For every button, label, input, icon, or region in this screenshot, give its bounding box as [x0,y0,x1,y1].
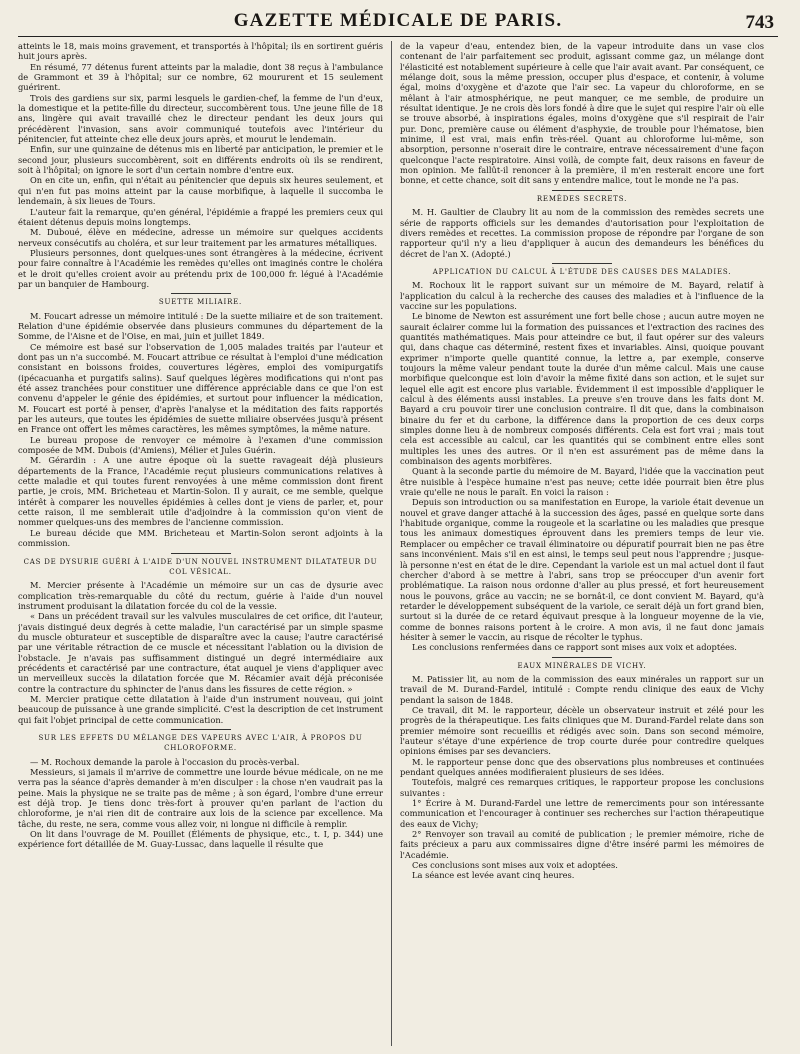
two-column-body [18,41,778,1046]
paragraph: Depuis son introduction ou sa manifestation en Europe, la variole était devenue un nouvel et grave danger attaché à la succession des âges, passé en quelque sorte dans l'habitude organique, comme la rougeole et la scarlatine ou les maladies que presque tous les animaux domestiques éprouvent dans les premiers temps de leur vie. Remplacer ou empêcher ce travail éliminatoire ou dépuratif pourrait bien ne pas être sans inconvénient. Mais s'il en est ainsi, le temps seul peut nous l'apprendre ; jusque-là personne n'est en état de le dire. Cependant la variole est un mal actuel dont il faut chercher d'abord à se mettre à l'abri, sans trop se préoccuper d'un avenir fort problématique. La raison nous ordonne d'aller au plus pressé, et fort heureusement nous le pouvons, grâce au vaccin; ne se bornât-il, ce dont convient M. Bayard, qu'à retarder le développement subséquent de la variole, ce serait déjà un fort grand bien, surtout si la durée de ce retard équivaut presque à la longueur moyenne de la vie, comme de bonnes raisons portent à le croire. A mon avis, il ne faut donc jamais hésiter à semer le vaccin, au risque de récolter le typhus. [400,497,764,642]
paragraph: — M. Rochoux demande la parole à l'occasion du procès-verbal. [30,756,300,767]
paragraph: Toutefois, malgré ces remarques critiques, le rapporteur propose les conclusions suivantes : [400,777,764,798]
paragraph: M. H. Gaultier de Claubry lit au nom de la commission des remèdes secrets une série de rapports officiels sur les demandes d'autorisation pour l'exploitation de divers remèdes et recettes. La commission propose de répondre par l'organe de son rapporteur qu'il n'y a lieu d'appliquer à aucun des demandeurs les bénéfices du décret de l'an X. (Adopté.) [400,207,764,259]
paragraph: de la vapeur d'eau, entendez bien, de la vapeur introduite dans un vase clos contenant de l'air parfaitement sec produit, agissant comme gaz, un mélange dont l'élasticité est notablement supérieure à celle que l'air avait avant. Par conséquent, ce mélange doit, sous la même pression, occuper plus d'espace, et contenir, à volume égal, moins d'oxygène et d'azote que l'air sec. La vapeur du chloroforme, en se mêlant à l'air atmosphérique, ne peut manquer, ce me semble, de produire un résultat identique. Je ne crois dès lors fondé à dire que le sujet qui respire l'air où elle se trouve absorbé, à inspirations égales, moins d'oxygène que s'il respirait de l'air pur. Donc, première cause ou élément d'asphyxie, de trouble pour l'hématose, bien minime, il est vrai, mais enfin très-réel. Quant au chloroforme lui-même, son absorption, personne n'oserait dire le contraire, entrave nécessairement d'une façon quelconque l'acte respiratoire. Ainsi voilà, de compte fait, deux raisons en faveur de mon opinion. Me fallût-il renoncer à la première, il m'en resterait encore une fort bonne, et cette chance, soit dit sans y entendre malice, tout le monde ne l'a pas. [400,41,764,186]
paragraph: M. Gérardin : A une autre époque où la suette ravageait déjà plusieurs départements de la France, l'Académie reçut plusieurs communications relatives à cette maladie et qui toutes furent renvoyées à une même commission dont firent partie, je crois, MM. Bricheteau et Martin-Solon. Il y aurait, ce me semble, quelque intérêt à comparer les nouvelles épidémies à celles dont je viens de parler, et, pour cette raison, il me semblerait utile d'adjoindre à la commission qu'on vient de nommer quelques-uns des membres de l'ancienne commission. [18,455,383,528]
paragraph: On en cite un, enfin, qui n'était au pénitencier que depuis six heures seulement, et qui n'en fut pas moins atteint par la cause morbifique, à laquelle il succomba le lendemain, à six lieues de Tours. [18,175,383,207]
paragraph: Le bureau propose de renvoyer ce mémoire à l'examen d'une commission composée de MM. Dubois (d'Amiens), Mélier et Jules Guérin. [18,434,383,456]
paragraph: Plusieurs personnes, dont quelques-unes sont étrangères à la médecine, écrivent pour faire connaître à l'Académie les remèdes qu'elles ont imaginés contre le choléra et le droit qu'elles croient avoir au prétendu prix de 100,000 fr. légué à l'Académie par un banquier de Hambourg. [18,247,383,289]
paragraph: Messieurs, si jamais il m'arrive de commettre une lourde bévue médicale, on ne me verra pas la séance d'après demander à m'en disculper : la chose n'en vaudrait pas la peine. Mais la physique ne se traite pas de même ; à son égard, l'ombre d'une erreur est déjà trop. Je tiens donc très-fort à prouver qu'en parlant de l'action du chloroforme, je n'ai rien dit de contraire aux lois de la science par excellence. Ma tâche, du reste, ne sera, comme vous allez voir, ni longue ni difficile à remplir. [18,767,383,829]
paragraph: Ce travail, dit M. le rapporteur, décèle un observateur instruit et zélé pour les progrès de la thérapeutique. Les faits cliniques que M. Durand-Fardel relate dans son premier mémoire sont recueillis et rédigés avec soin. Dans son second mémoire, l'auteur s'étaye d'une expérience de trop courte durée pour contredire quelques opinions émises par ses devanciers. [400,704,764,757]
journal-title: GAZETTE MÉDICALE DE PARIS. [233,10,563,31]
paragraph: M. Patissier lit, au nom de la commission des eaux minérales un rapport sur un travail de M. Durand-Fardel, intitulé : Compte rendu clinique des eaux de Vichy pendant la saison de 1848. [400,673,764,705]
section-heading: SUETTE MILIAIRE. [18,293,383,307]
paragraph: M. Duboué, élève en médecine, adresse un mémoire sur quelques accidents nerveux consécutifs au choléra, et sur leur traitement par les armatures métalliques. [18,227,383,248]
page-number: 743 [745,12,774,33]
paragraph: Enfin, sur une quinzaine de détenus mis en liberté par anticipation, le premier et le second jour, plusieurs succombèrent, soit en différents endroits où ils se rendirent, soit à l'hôpital; on ignore le sort d'un certain nombre d'entre eux. [18,144,383,176]
paragraph: La séance est levée avant cinq heures. [412,870,575,881]
paragraph: Trois des gardiens sur six, parmi lesquels le gardien-chef, la femme de l'un d'eux, la domestique et la petite-fille du directeur, succombèrent tous. Une jeune fille de 18 ans, lingère qui avait travaillé chez le directeur pendant les deux jours qui précédèrent l'invasion, sans avoir communiqué toutefois avec l'intérieur du pénitencier, fut atteinte chez elle deux jours après, et mourut le lendemain. [18,92,383,145]
paragraph: Le binome de Newton est assurément une fort belle chose ; aucun autre moyen ne saurait éclairer comme lui la formation des puissances et l'extraction des racines des quantités mathématiques. Mais pour atteindre ce but, il faut opérer sur des valeurs qui, dans chaque cas déterminé, restent fixes et invariables. Ainsi, quoique pouvant exprimer n'importe quelle quantité connue, la lettre a, par exemple, conserve toujours la même valeur pendant toute la durée d'un même calcul. Mais une cause morbifique quelconque est loin d'avoir la même fixité dans son action, et le sujet sur lequel elle agit est encore plus variable. Évidemment il est impossible d'appliquer le calcul à des éléments aussi instables. La preuve s'en trouve dans les faits dont M. Bayard a cru pouvoir tirer une conclusion contraire. Il dit que, dans la combinaison binaire du fer et du carbone, la différence dans la proportion de ces deux corps simples donne lieu à de nombreux composés différents. Cela est fort vrai ; mais tout cela est accessible au calcul, car les quantités qui se combinent entre elles sont multiples les unes des autres. Or il n'en est assurément pas de même dans la combinaison des agents morbifères. [400,311,764,467]
paragraph: Quant à la seconde partie du mémoire de M. Bayard, l'idée que la vaccination peut être nuisible à l'espèce humaine n'est pas neuve; cette idée pourrait bien être plus vraie qu'elle ne nous le paraît. En voici la raison : [400,466,764,498]
paragraph: L'auteur fait la remarque, qu'en général, l'épidémie a frappé les premiers ceux qui étaient détenus depuis moins longtemps. [18,206,383,227]
left-column [18,41,391,1046]
section-heading: CAS DE DYSURIE GUÉRI À L'AIDE D'UN NOUVEL INSTRUMENT DILATATEUR DU COL VÉSICAL. [18,553,383,578]
right-column [391,41,764,1046]
paragraph: « Dans un précédent travail sur les valvules musculaires de cet orifice, dit l'auteur, j'avais distingué deux degrés à cette maladie, l'un caractérisé par un simple spasme du muscle obturateur et susceptible de disparaître avec la cause; l'autre caractérisé par une véritable rétraction de ce muscle et nécessitant l'ablation ou la division de l'obstacle. Je n'avais pas suffisamment distingué un degré intermédiaire aux précédents et caractérisé par une contracture, état auquel je viens d'appliquer avec un merveilleux succès la dilatation forcée que M. Récamier avait déjà préconisée contre la contracture du sphincter de l'anus dans les fissures de cette région. » [18,611,383,694]
section-heading: APPLICATION DU CALCUL À L'ÉTUDE DES CAUSES DES MALADIES. [400,263,764,277]
paragraph: M. le rapporteur pense donc que des observations plus nombreuses et continuées pendant quelques années modifieraient plusieurs de ses idées. [400,756,764,778]
paragraph: M. Mercier présente à l'Académie un mémoire sur un cas de dysurie avec complication très-remarquable du côté du rectum, guérie à l'aide d'un nouvel instrument produisant la dilatation forcée du col de la vessie. [18,580,383,611]
paragraph: En résumé, 77 détenus furent atteints par la maladie, dont 38 reçus à l'ambulance de Grammont et 39 à l'hôpital; sur ce nombre, 62 moururent et 15 seulement guérirent. [18,61,383,93]
paragraph: Le bureau décide que MM. Bricheteau et Martin-Solon seront adjoints à la commission. [18,527,383,549]
paragraph: 2° Renvoyer son travail au comité de publication ; le premier mémoire, riche de faits précieux a paru aux commissaires digne d'être inséré parmi les mémoires de l'Académie. [400,829,764,860]
running-header [18,6,778,37]
paragraph: atteints le 18, mais moins gravement, et transportés à l'hôpital; ils en sortirent guéris huit jours après. [18,41,383,62]
paragraph: M. Mercier pratique cette dilatation à l'aide d'un instrument nouveau, qui joint beaucoup de puissance à une grande simplicité. C'est la description de cet instrument qui fait l'objet principal de cette communication. [18,693,383,725]
section-heading: SUR LES EFFETS DU MÉLANGE DES VAPEURS AVEC L'AIR, À PROPOS DU CHLOROFORME. [18,729,383,754]
paragraph: M. Foucart adresse un mémoire intitulé : De la suette miliaire et de son traitement. Relation d'une épidémie observée dans plusieurs communes du département de la Somme, de l'Aisne et de l'Oise, en mai, juin et juillet 1849. [18,310,383,342]
paragraph: 1° Écrire à M. Durand-Fardel une lettre de remerciments pour son intéressante communication et l'encourager à continuer ses recherches sur l'action thérapeutique des eaux de Vichy; [400,798,764,829]
paragraph: Ces conclusions sont mises aux voix et adoptées. [412,860,618,871]
paragraph: On lit dans l'ouvrage de M. Pouillet (Éléments de physique, etc., t. I, p. 344) une expérience fort détaillée de M. Guay-Lussac, dans laquelle il résulte que [18,829,383,850]
paragraph: Ce mémoire est basé sur l'observation de 1,005 malades traités par l'auteur et dont pas un n'a succombé. M. Foucart attribue ce résultat à l'emploi d'une médication consistant en boissons froides, couvertures légères, emploi des vomipurgatifs (ipécacuanha et purgatifs salins). Sauf quelques légères modifications qui n'ont pas été assez tranchées pour constituer une différence appréciable dans ce que l'on est convenu d'appeler le génie des épidémies, et surtout pour influencer la médication, M. Foucart est porté à penser, d'après l'analyse et la méditation des faits rapportés par les auteurs, que toutes les épidémies de suette miliaire observées jusqu'à présent en France ont offert les mêmes caractères, les mêmes symptômes, la même nature. [18,341,383,435]
paragraph: Les conclusions renfermées dans ce rapport sont mises aux voix et adoptées. [412,642,737,653]
section-heading: EAUX MINÉRALES DE VICHY. [400,657,764,671]
paragraph: M. Rochoux lit le rapport suivant sur un mémoire de M. Bayard, relatif à l'application du calcul à la recherche des causes des maladies et à l'influence de la vaccine sur les populations. [400,280,764,311]
section-heading: REMÈDES SECRETS. [400,190,764,204]
